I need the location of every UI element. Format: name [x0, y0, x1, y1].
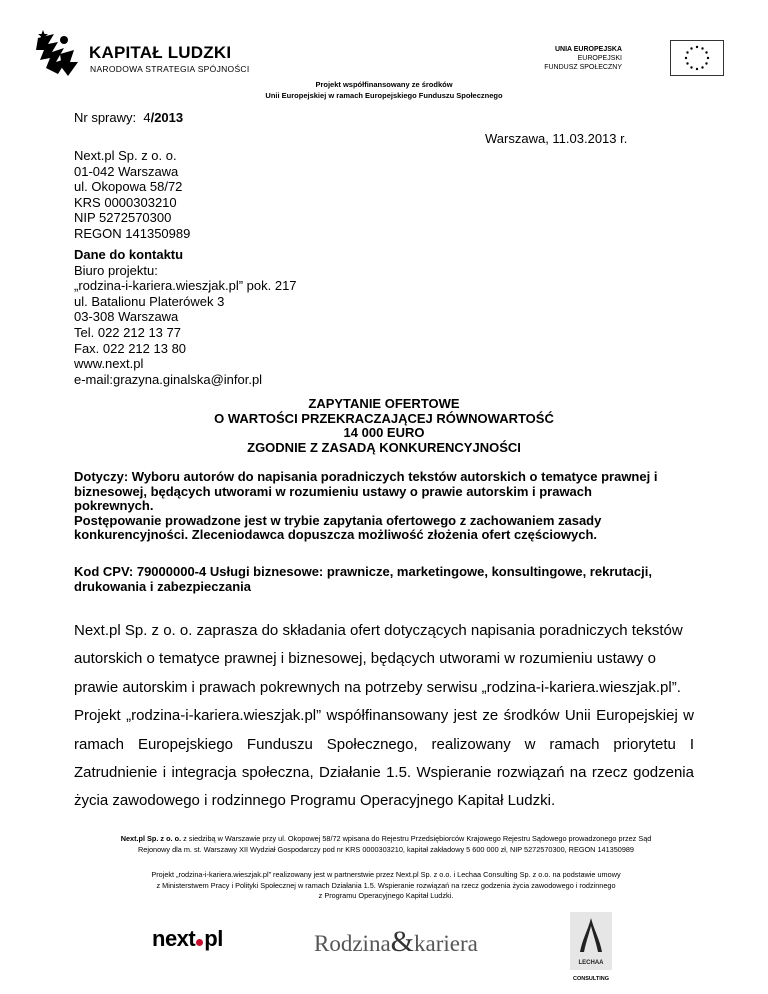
company-line: REGON 141350989 [74, 225, 191, 241]
contact-heading: Dane do kontaktu [74, 247, 184, 262]
title-line: O WARTOŚCI PRZEKRACZAJĄCEJ RÓWNOWARTOŚĆ [214, 410, 554, 426]
rk-logo-part-a: Rodzina [314, 931, 391, 956]
body-paragraph-1: Next.pl Sp. z o. o. zaprasza do składania ofert dotyczących napisania poradniczych tekstów autorskich o tematyce prawnej i biznesowej, będących utworami w rozumieniu ustawy o prawie autorskim i prawach pokrewnych na potrzeby serwisu „rodzina-i-kariera.wieszjak.pl”. [74, 622, 683, 696]
partnership-footer [36, 870, 736, 902]
next-logo-part-b: pl [204, 926, 223, 951]
contact-line: „rodzina-i-kariera.wieszjak.pl” pok. 217 [74, 278, 297, 294]
contact-line: ul. Batalionu Platerówek 3 [74, 293, 225, 309]
body-text [74, 617, 694, 816]
document-title [0, 397, 768, 455]
contact-line: Tel. 022 212 13 77 [74, 324, 181, 340]
kapital-ludzki-emblem-icon [34, 28, 80, 80]
footer-proj-line-1: Projekt „rodzina-i-kariera.wieszjak.pl” realizowany jest w partnerstwie przez Next.pl Sp. z o.o. i Lechaa Consulting Sp. z o.o. na podstawie umowy [151, 870, 621, 879]
company-line: NIP 5272570300 [74, 210, 172, 226]
project-header-line-1: Projekt współfinansowany ze środków [315, 80, 453, 89]
next-logo-dot-icon [196, 939, 203, 946]
registration-footer [36, 834, 736, 855]
title-line: 14 000 EURO [343, 425, 425, 440]
body-paragraph-2: Projekt „rodzina-i-kariera.wieszjak.pl” współfinansowany jest ze środków Unii Europejskiej w ramach Europejskiego Funduszu Społecznego, realizowany w ramach priorytetu I Zatrudnienie i integracja społeczna, Działanie 1.5. Wspieranie rozwiązań na rzecz godzenia życia zawodowego i rodzinnego Programu Operacyjnego Kapitał Ludzki. [74, 707, 694, 810]
company-line: Next.pl Sp. z o. o. [74, 148, 177, 163]
company-line: 01-042 Warszawa [74, 163, 179, 179]
contact-line: 03-308 Warszawa [74, 309, 179, 325]
eu-flag-icon [670, 40, 724, 76]
lechaa-logo [570, 912, 612, 970]
company-address [74, 148, 190, 242]
next-pl-logo [152, 926, 223, 952]
project-cofinance-header [0, 79, 768, 101]
lechaa-consulting-label: CONSULTING [573, 976, 609, 982]
footer-company-name: Next.pl Sp. z o. o. [120, 834, 182, 843]
case-number-year: /2013 [150, 110, 184, 125]
contact-line: Biuro projektu: [74, 262, 158, 278]
rk-logo-ampersand: & [390, 925, 414, 958]
footer-proj-line-3: z Programu Operacyjnego Kapitał Ludzki. [318, 891, 454, 900]
contact-line: Fax. 022 212 13 80 [74, 340, 187, 356]
contact-email: e-mail:grazyna.ginalska@infor.pl [74, 371, 263, 387]
lechaa-emblem-icon [570, 912, 612, 970]
contact-details [74, 247, 297, 387]
rk-logo-part-b: kariera [414, 931, 478, 956]
eu-label [544, 45, 622, 72]
eu-line-3: FUNDUSZ SPOŁECZNY [544, 64, 622, 71]
subject-text: Dotyczy: Wyboru autorów do napisania poradniczych tekstów autorskich o tematyce prawnej i biznesowej, będących utworami w rozumieniu ustawy o prawie autorskim i prawach pokrewnych. [74, 469, 658, 513]
contact-line: www.next.pl [74, 356, 144, 372]
title-line: ZAPYTANIE OFERTOWE [308, 396, 460, 411]
case-number [74, 110, 183, 125]
company-line: ul. Okopowa 58/72 [74, 179, 183, 195]
next-logo-part-a: next [152, 926, 196, 951]
eu-line-1: UNIA EUROPEJSKA [554, 46, 622, 53]
project-header-line-2: Unii Europejskiej w ramach Europejskiego Funduszu Społecznego [265, 91, 503, 100]
rodzina-kariera-logo [314, 925, 478, 959]
footer-proj-line-2: z Ministerstwem Pracy i Polityki Społecznej w ramach Działania 1.5. Wspieranie rozwiązań na rzecz godzenia życia zawodowego i rodzinnego [156, 880, 616, 890]
footer-reg-line-2: Rejonowy dla m. st. Warszawy XII Wydział Gospodarczy pod nr KRS 0000303210, kapitał zakładowy 5 600 000 zł, NIP 5272570300, REGON 141350989 [138, 844, 634, 854]
footer-reg-line-1: z siedzibą w Warszawie przy ul. Okopowej 58/72 wpisana do Rejestru Przedsiębiorców Krajowego Rejestru Sądowego prowadzonego przez Sąd [181, 834, 652, 843]
subject-section [74, 470, 674, 543]
eu-stars-icon [671, 41, 723, 75]
kapital-ludzki-title: KAPITAŁ LUDZKI [89, 43, 232, 62]
company-line: KRS 0000303210 [74, 194, 177, 210]
case-number-label: Nr sprawy: [74, 110, 137, 125]
eu-line-2: EUROPEJSKI [577, 55, 622, 62]
document-date: Warszawa, 11.03.2013 r. [485, 131, 628, 146]
kapital-ludzki-subtitle: NARODOWA STRATEGIA SPÓJNOŚCI [90, 64, 250, 74]
lechaa-inner-text: LECHAA [578, 960, 604, 966]
case-number-value: 4 [143, 110, 151, 125]
cpv-code: Kod CPV: 79000000-4 Usługi biznesowe: prawnicze, marketingowe, konsultingowe, rekrutacji, drukowania i zabezpieczania [74, 564, 652, 594]
title-line: ZGODNIE Z ZASADĄ KONKURENCYJNOŚCI [247, 439, 521, 455]
procedure-text: Postępowanie prowadzone jest w trybie zapytania ofertowego z zachowaniem zasady konkurencyjności. Zleceniodawca dopuszcza możliwość złożenia ofert częściowych. [74, 512, 602, 542]
